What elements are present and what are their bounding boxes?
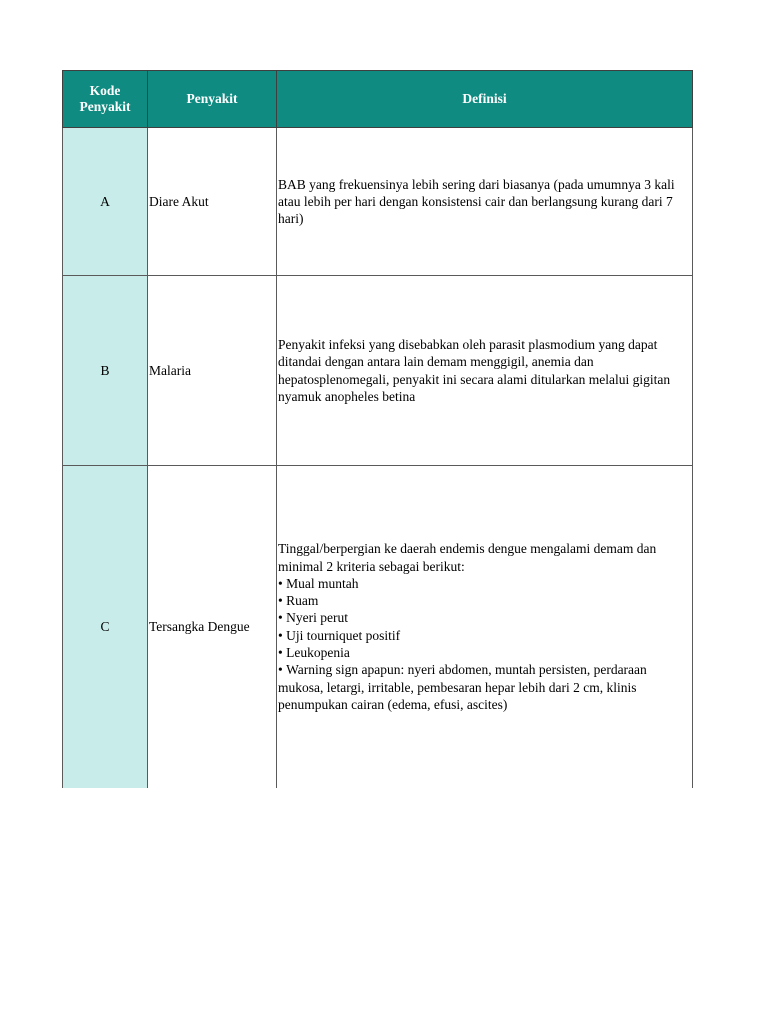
row-disease-cell: Tersangka Dengue [148, 466, 277, 788]
table-body [63, 128, 693, 788]
row-definition-cell: Penyakit infeksi yang disebabkan oleh parasit plasmodium yang dapat ditandai dengan antara lain demam menggigil, anemia dan hepatosplenomegali, penyakit ini secara alami ditularkan melalui gigitan nyamuk anopheles betina [277, 276, 693, 466]
row-disease-cell: Diare Akut [148, 128, 277, 276]
table-header [63, 71, 693, 128]
row-definition-cell [277, 466, 693, 788]
table-row [63, 128, 693, 276]
list-item: • Uji tourniquet positif [278, 627, 690, 644]
header-penyakit: Penyakit [148, 71, 277, 128]
row-code-cell: A [63, 128, 148, 276]
list-item: • Warning sign apapun: nyeri abdomen, muntah persisten, perdaraan mukosa, letargi, irritable, pembesaran hepar lebih dari 2 cm, klinis penumpukan cairan (edema, efusi, ascites) [278, 661, 690, 713]
list-item: • Mual muntah [278, 575, 690, 592]
header-kode-penyakit: Kode Penyakit [63, 71, 148, 128]
row-definition-cell: BAB yang frekuensinya lebih sering dari biasanya (pada umumnya 3 kali atau lebih per hari dengan konsistensi cair dan berlangsung kurang dari 7 hari) [277, 128, 693, 276]
row-disease-cell: Malaria [148, 276, 277, 466]
definition-intro: Tinggal/berpergian ke daerah endemis dengue mengalami demam dan minimal 2 kriteria sebagai berikut: [278, 541, 657, 574]
table-row [63, 466, 693, 788]
list-item: • Ruam [278, 592, 690, 609]
header-definisi: Definisi [277, 71, 693, 128]
row-code-cell: C [63, 466, 148, 788]
disease-definition-table [62, 70, 693, 788]
header-row [63, 71, 693, 128]
list-item: • Nyeri perut [278, 609, 690, 626]
row-code-cell: B [63, 276, 148, 466]
criteria-list [278, 575, 690, 713]
table-row [63, 276, 693, 466]
list-item: • Leukopenia [278, 644, 690, 661]
